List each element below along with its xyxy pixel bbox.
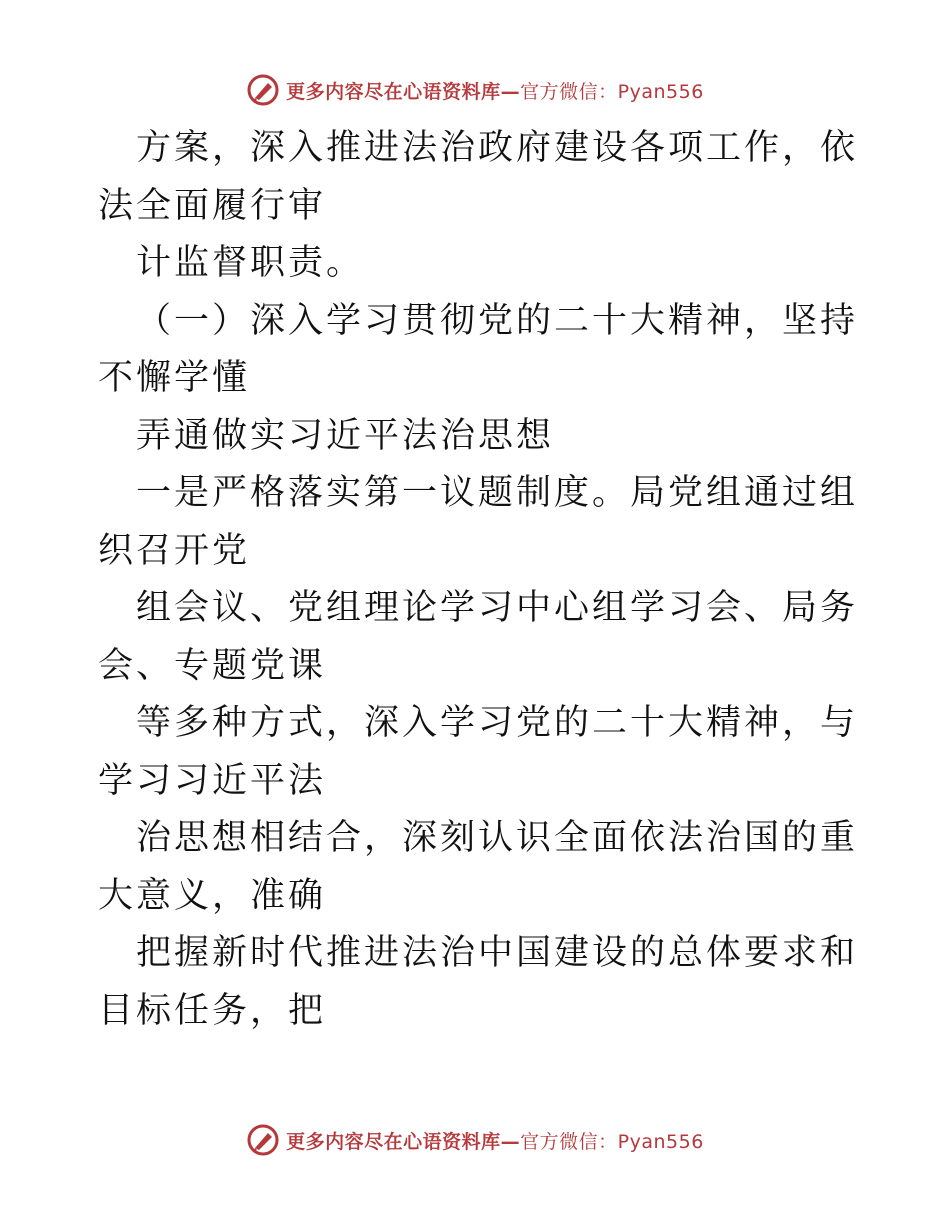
paragraph: 计监督职责。 (136, 243, 365, 283)
document-body (98, 120, 858, 1040)
paragraph: 把握新时代推进法治中国建设的总体要求和目标任务，把 (98, 933, 859, 1031)
paragraph: 一是严格落实第一议题制度。局党组通过组织召开党 (98, 473, 859, 571)
watermark-text: 更多内容尽在心语资料库—官方微信：Pyan556 (286, 80, 704, 103)
header-watermark (0, 70, 950, 110)
watermark-text: 更多内容尽在心语资料库—官方微信：Pyan556 (286, 1130, 704, 1153)
paragraph: 方案，深入推进法治政府建设各项工作，依法全面履行审 (98, 128, 859, 226)
footer-watermark (0, 1120, 950, 1160)
paragraph: （一）深入学习贯彻党的二十大精神，坚持不懈学懂 (98, 300, 859, 398)
paragraph: 组会议、党组理论学习中心组学习会、局务会、专题党课 (98, 588, 859, 686)
paragraph: 弄通做实习近平法治思想 (136, 415, 555, 456)
pen-logo-icon (246, 73, 280, 107)
pen-logo-icon (246, 1123, 280, 1157)
paragraph: 等多种方式，深入学习党的二十大精神，与学习习近平法 (98, 703, 859, 801)
paragraph: 治思想相结合，深刻认识全面依法治国的重大意义，准确 (98, 818, 859, 916)
